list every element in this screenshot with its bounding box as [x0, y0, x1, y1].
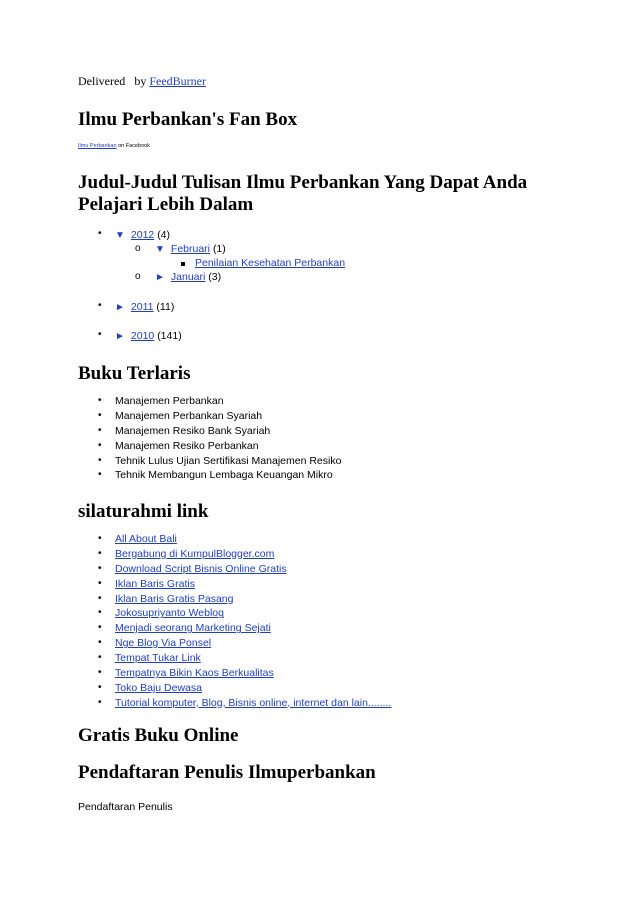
circle-bullet-icon: o: [135, 271, 141, 282]
link-item[interactable]: Toko Baju Dewasa: [115, 681, 202, 694]
archive-year-2012-link[interactable]: 2012: [130, 229, 155, 241]
fanbox-title: Ilmu Perbankan's Fan Box: [78, 109, 298, 130]
link-item[interactable]: Tutorial komputer, Blog, Bisnis online, internet dan lain........: [115, 696, 392, 709]
list-item: • Tehnik Lulus Ujian Sertifikasi Manajemen Resiko: [78, 454, 341, 469]
bullet-icon: •: [98, 300, 102, 311]
list-item: [78, 562, 391, 577]
archive-year-2012[interactable]: [115, 228, 170, 243]
list-item: [78, 621, 391, 636]
pendaftaran-title: Pendaftaran Penulis Ilmuperbankan: [78, 762, 376, 783]
link-item[interactable]: Download Script Bisnis Online Gratis: [115, 562, 287, 575]
link-item[interactable]: Iklan Baris Gratis: [115, 577, 195, 590]
archive-year-2011-count: (11): [156, 301, 175, 313]
list-item: [78, 532, 391, 547]
archive-title-line2: Pelajari Lebih Dalam: [78, 194, 254, 215]
link-item[interactable]: Tempatnya Bikin Kaos Berkualitas: [115, 667, 274, 680]
archive-month-januari-link[interactable]: Januari: [170, 271, 206, 283]
archive-year-2010[interactable]: [115, 329, 182, 344]
list-item: [78, 681, 391, 696]
list-item: • Manajemen Resiko Bank Syariah: [78, 424, 341, 439]
archive-post-link[interactable]: Penilaian Kesehatan Perbankan: [195, 257, 346, 269]
delivered-by: by: [134, 74, 147, 88]
archive-year-2012-count: (4): [157, 229, 171, 241]
fanbox-line: [78, 143, 150, 149]
link-item[interactable]: Nge Blog Via Ponsel: [115, 637, 212, 650]
square-bullet-icon: [181, 262, 185, 266]
archive-title-line1: Judul-Judul Tulisan Ilmu Perbankan Yang Dapat Anda: [78, 172, 528, 193]
archive-month-februari[interactable]: [155, 242, 226, 257]
bullet-icon: •: [98, 228, 102, 239]
link-item[interactable]: Menjadi seorang Marketing Sejati: [115, 622, 271, 635]
link-item[interactable]: Jokosupriyanto Weblog: [115, 607, 224, 620]
bestsellers-title: Buku Terlaris: [78, 363, 191, 384]
link-item[interactable]: Bergabung di KumpulBlogger.com: [115, 547, 275, 560]
bullet-icon: •: [98, 329, 102, 340]
list-item: • Manajemen Perbankan Syariah: [78, 409, 341, 424]
feedburner-link[interactable]: FeedBurner: [149, 74, 206, 88]
bestsellers-list: [78, 394, 341, 483]
archive-year-2011-link[interactable]: 2011: [130, 301, 154, 313]
link-item[interactable]: Iklan Baris Gratis Pasang: [115, 592, 234, 605]
links-title: silaturahmi link: [78, 501, 209, 522]
collapse-arrow-icon[interactable]: ►: [155, 272, 165, 283]
list-item: [78, 606, 391, 621]
archive-year-2010-link[interactable]: 2010: [130, 330, 155, 342]
archive-month-januari[interactable]: [155, 270, 221, 285]
list-item: [78, 592, 391, 607]
archive-year-2011[interactable]: [115, 300, 174, 315]
links-list: [78, 532, 391, 711]
fanbox-suffix: on Facebook: [118, 143, 150, 149]
delivered-prefix: Delivered: [78, 74, 126, 88]
list-item: • Manajemen Resiko Perbankan: [78, 439, 341, 454]
circle-bullet-icon: o: [135, 243, 141, 254]
list-item: • Tehnik Membangun Lembaga Keuangan Mikro: [78, 468, 341, 483]
archive-month-februari-link[interactable]: Februari: [170, 243, 211, 255]
list-item: [78, 651, 391, 666]
collapse-arrow-icon[interactable]: ►: [115, 302, 125, 313]
delivered-line: [78, 74, 206, 89]
archive-post[interactable]: [195, 256, 345, 270]
archive-month-februari-count: (1): [212, 243, 226, 255]
gratis-title: Gratis Buku Online: [78, 725, 239, 746]
list-item: • Manajemen Perbankan: [78, 394, 341, 409]
collapse-arrow-icon[interactable]: ►: [115, 331, 125, 342]
archive-month-januari-count: (3): [208, 271, 222, 283]
list-item: [78, 547, 391, 562]
expand-arrow-icon[interactable]: ▼: [155, 244, 165, 255]
link-item[interactable]: Tempat Tukar Link: [115, 652, 201, 665]
pendaftaran-text: Pendaftaran Penulis: [78, 801, 173, 813]
list-item: [78, 577, 391, 592]
archive-year-2010-count: (141): [157, 330, 182, 342]
expand-arrow-icon[interactable]: ▼: [115, 230, 125, 241]
list-item: [78, 636, 391, 651]
list-item: [78, 696, 391, 711]
list-item: [78, 666, 391, 681]
fanbox-link[interactable]: Ilmu Perbankan: [78, 143, 117, 149]
archive-title: [78, 172, 527, 216]
link-item[interactable]: All About Bali: [115, 533, 177, 545]
